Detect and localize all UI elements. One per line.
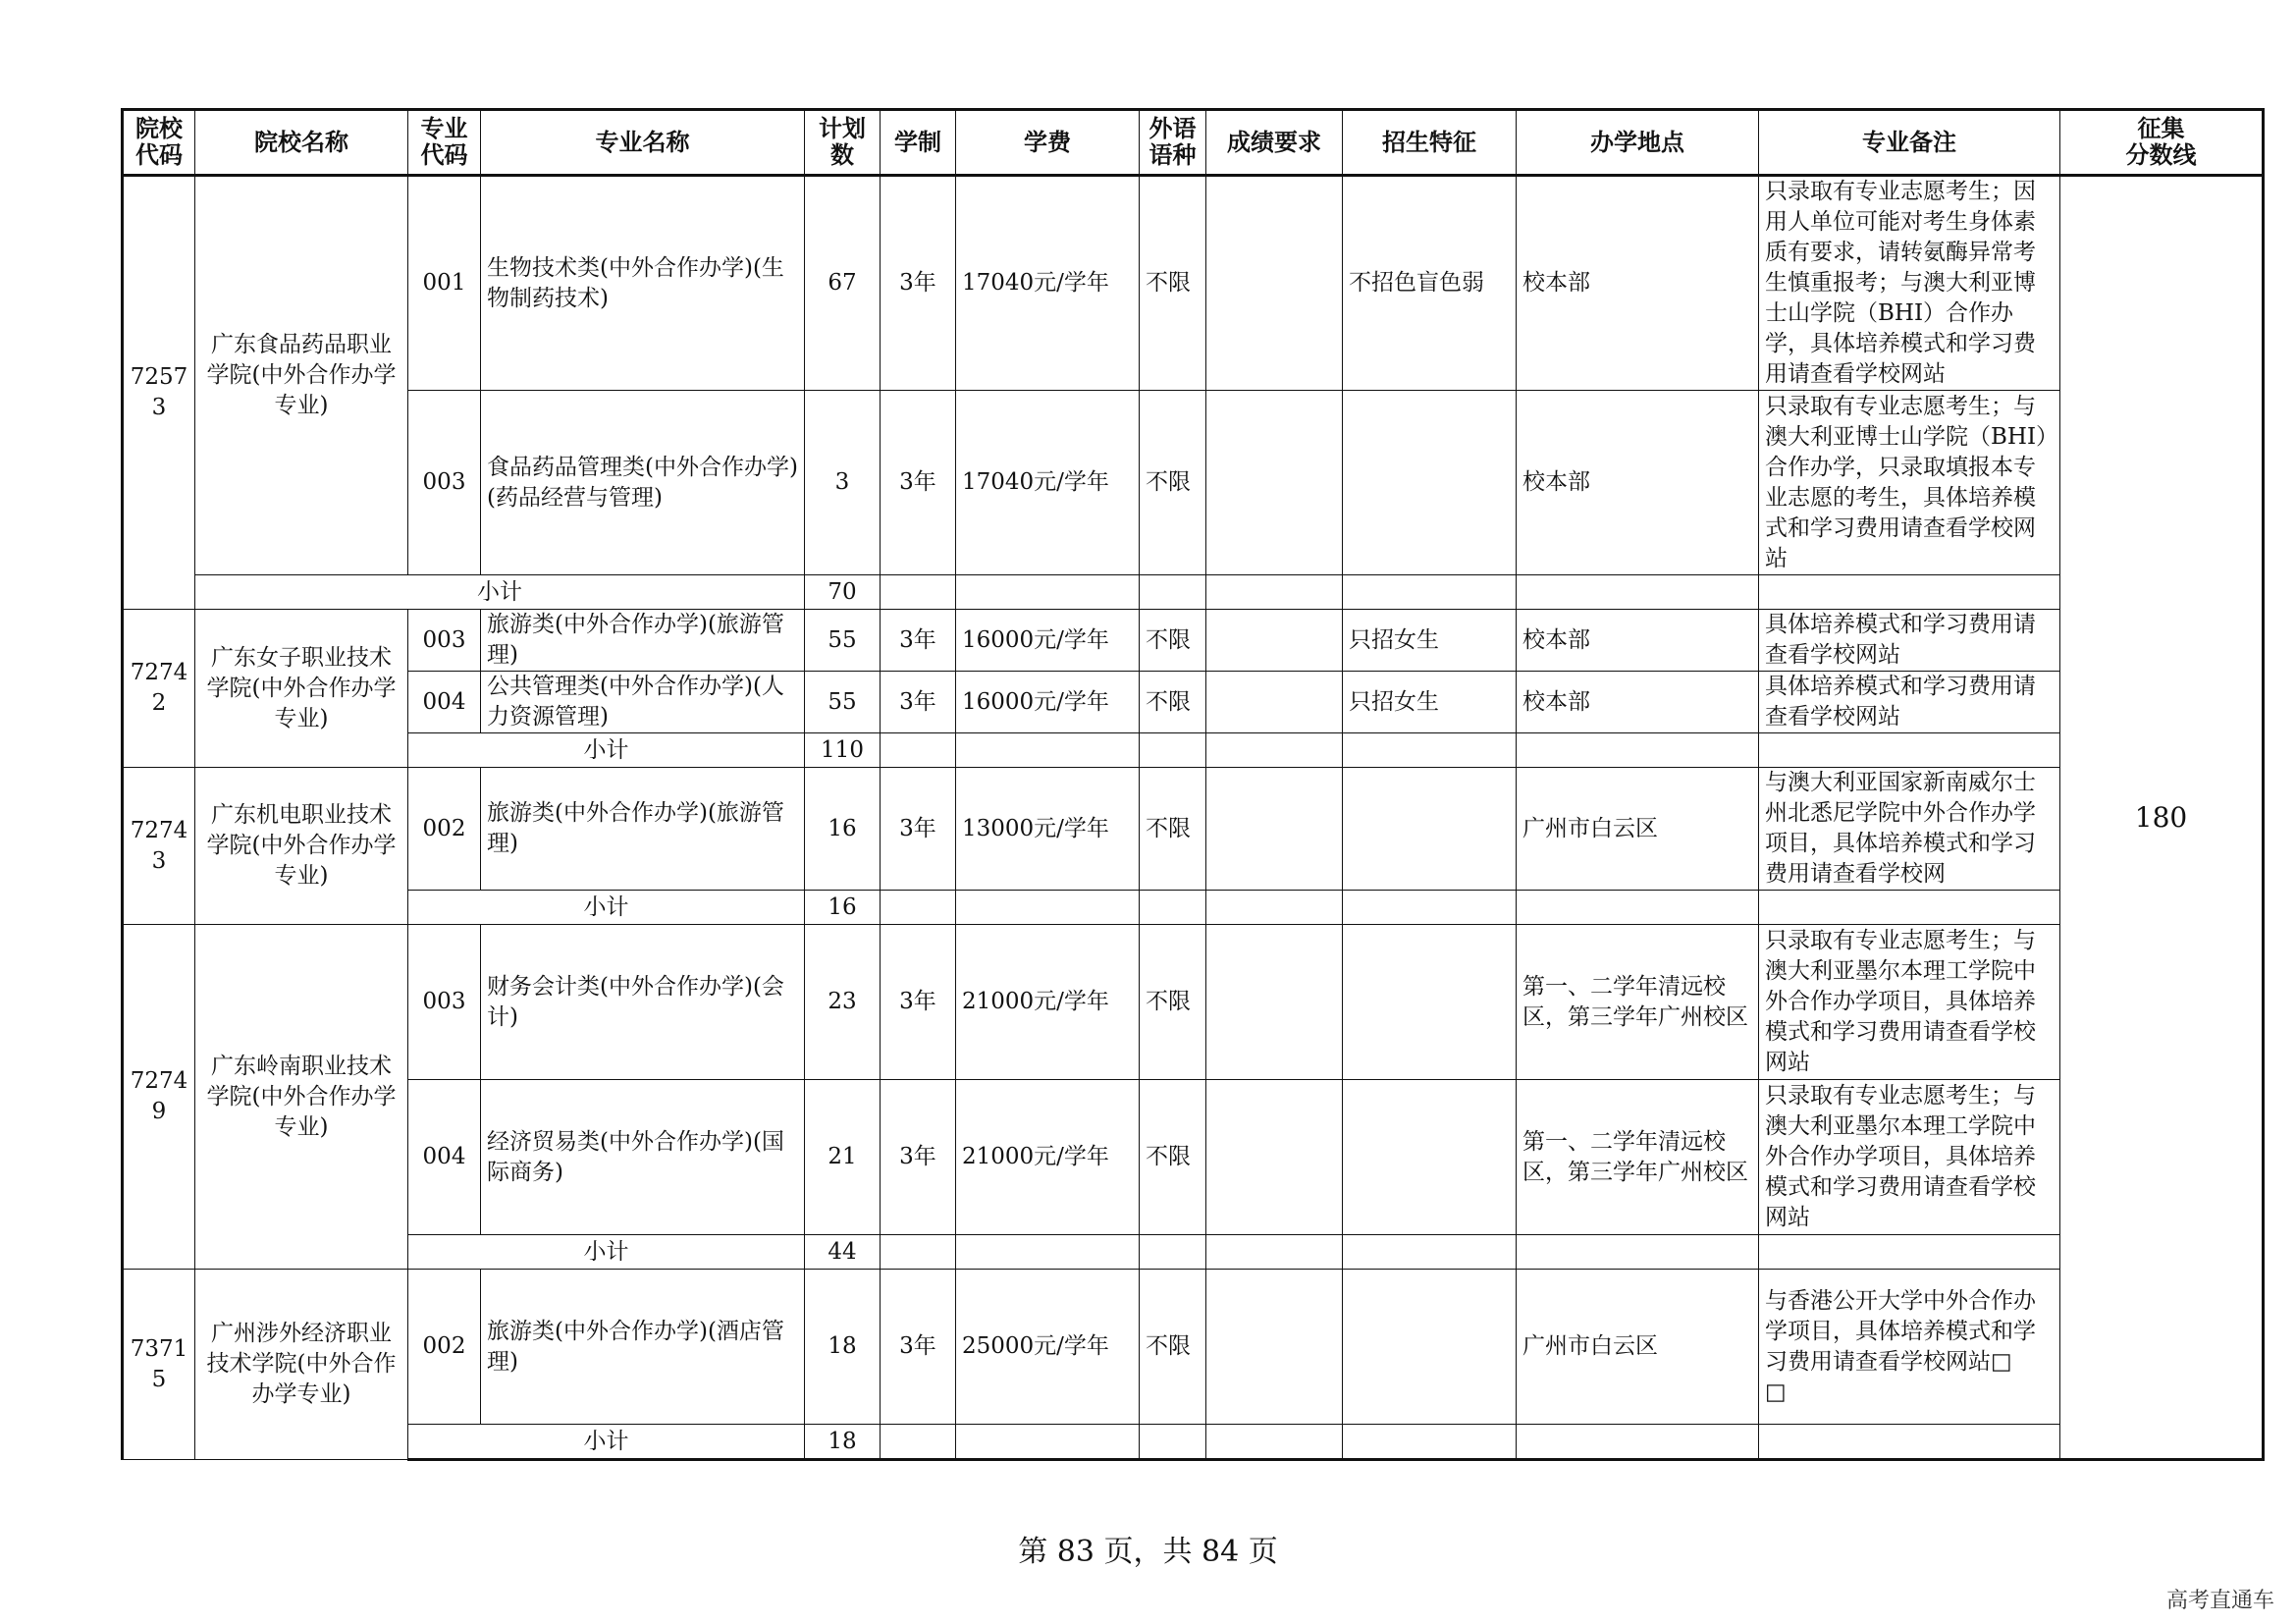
school-code: 72743: [123, 768, 195, 925]
major-code: 003: [408, 925, 481, 1080]
school-code: 72749: [123, 925, 195, 1270]
score-requirement: [1206, 925, 1343, 1080]
notes: 具体培养模式和学习费用请查看学校网站: [1759, 610, 2060, 672]
score-requirement: [1206, 391, 1343, 575]
features: [1343, 768, 1517, 891]
subtotal-value: 70: [805, 575, 881, 610]
header-location: 办学地点: [1517, 110, 1759, 176]
language: 不限: [1140, 176, 1206, 391]
school-name: 广东女子职业技术学院(中外合作办学专业): [195, 610, 408, 768]
language: 不限: [1140, 391, 1206, 575]
location: 校本部: [1517, 176, 1759, 391]
table-row: [123, 672, 2264, 733]
subtotal-value: 110: [805, 733, 881, 768]
major-name: 生物技术类(中外合作办学)(生物制药技术): [481, 176, 805, 391]
duration: 3年: [881, 672, 956, 733]
tuition: 17040元/学年: [956, 391, 1140, 575]
header-major-code: 专业 代码: [408, 110, 481, 176]
major-code: 001: [408, 176, 481, 391]
school-name: 广州涉外经济职业技术学院(中外合作办学专业): [195, 1270, 408, 1460]
school-code: 73715: [123, 1270, 195, 1460]
header-school-code: 院校 代码: [123, 110, 195, 176]
major-name: 公共管理类(中外合作办学)(人力资源管理): [481, 672, 805, 733]
header-notes: 专业备注: [1759, 110, 2060, 176]
language: 不限: [1140, 1080, 1206, 1235]
header-plan: 计划 数: [805, 110, 881, 176]
tuition: 17040元/学年: [956, 176, 1140, 391]
plan-count: 55: [805, 610, 881, 672]
plan-count: 16: [805, 768, 881, 891]
duration: 3年: [881, 925, 956, 1080]
major-code: 004: [408, 1080, 481, 1235]
duration: 3年: [881, 1270, 956, 1425]
language: 不限: [1140, 768, 1206, 891]
tuition: 13000元/学年: [956, 768, 1140, 891]
watermark-text: 高考直通车: [2165, 1589, 2274, 1613]
school-name: 广东机电职业技术学院(中外合作办学专业): [195, 768, 408, 925]
header-cutoff: 征集 分数线: [2060, 110, 2264, 176]
header-major-name: 专业名称: [481, 110, 805, 176]
major-name: 财务会计类(中外合作办学)(会计): [481, 925, 805, 1080]
major-name: 旅游类(中外合作办学)(酒店管理): [481, 1270, 805, 1425]
header-duration: 学制: [881, 110, 956, 176]
language: 不限: [1140, 610, 1206, 672]
features: [1343, 1270, 1517, 1425]
school-code: 72742: [123, 610, 195, 768]
subtotal-value: 44: [805, 1235, 881, 1270]
subtotal-label: 小计: [195, 575, 805, 610]
tuition: 25000元/学年: [956, 1270, 1140, 1425]
major-name: 旅游类(中外合作办学)(旅游管理): [481, 768, 805, 891]
score-requirement: [1206, 1080, 1343, 1235]
location: 广州市白云区: [1517, 768, 1759, 891]
header-score-requirement: 成绩要求: [1206, 110, 1343, 176]
table-row: [123, 1270, 2264, 1425]
location: 校本部: [1517, 610, 1759, 672]
header-features: 招生特征: [1343, 110, 1517, 176]
table-row: [123, 768, 2264, 891]
school-name: 广东岭南职业技术学院(中外合作办学专业): [195, 925, 408, 1270]
table-row: [123, 176, 2264, 391]
language: 不限: [1140, 925, 1206, 1080]
school-name: 广东食品药品职业学院(中外合作办学专业): [195, 176, 408, 575]
notes: 与澳大利亚国家新南威尔士州北悉尼学院中外合作办学项目，具体培养模式和学习费用请查看学校网: [1759, 768, 2060, 891]
features: 只招女生: [1343, 672, 1517, 733]
subtotal-value: 18: [805, 1425, 881, 1460]
plan-count: 21: [805, 1080, 881, 1235]
admissions-table: [121, 108, 2265, 1461]
header-tuition: 学费: [956, 110, 1140, 176]
language: 不限: [1140, 1270, 1206, 1425]
major-code: 002: [408, 1270, 481, 1425]
page-number-footer: 第 83 页，共 84 页: [1018, 1535, 1278, 1569]
table-row: [123, 391, 2264, 575]
cutoff-score: 180: [2060, 176, 2264, 1460]
tuition: 21000元/学年: [956, 1080, 1140, 1235]
subtotal-row: [123, 575, 2264, 610]
table-row: [123, 925, 2264, 1080]
features: [1343, 391, 1517, 575]
score-requirement: [1206, 610, 1343, 672]
features: 不招色盲色弱: [1343, 176, 1517, 391]
notes: 与香港公开大学中外合作办学项目，具体培养模式和学习费用请查看学校网站□ □: [1759, 1270, 2060, 1425]
score-requirement: [1206, 1270, 1343, 1425]
features: [1343, 1080, 1517, 1235]
header-row: [123, 110, 2264, 176]
tuition: 16000元/学年: [956, 610, 1140, 672]
major-code: 004: [408, 672, 481, 733]
school-code: 72573: [123, 176, 195, 610]
table-row: [123, 610, 2264, 672]
plan-count: 23: [805, 925, 881, 1080]
language: 不限: [1140, 672, 1206, 733]
duration: 3年: [881, 391, 956, 575]
tuition: 16000元/学年: [956, 672, 1140, 733]
major-name: 食品药品管理类(中外合作办学)(药品经营与管理): [481, 391, 805, 575]
duration: 3年: [881, 1080, 956, 1235]
location: 校本部: [1517, 391, 1759, 575]
duration: 3年: [881, 768, 956, 891]
duration: 3年: [881, 610, 956, 672]
notes: 只录取有专业志愿考生；因用人单位可能对考生身体素质有要求，请转氨酶异常考生慎重报考；与澳大利亚博士山学院（BHI）合作办学，具体培养模式和学习费用请查看学校网站: [1759, 176, 2060, 391]
notes: 只录取有专业志愿考生；与澳大利亚墨尔本理工学院中外合作办学项目，具体培养模式和学习费用请查看学校网站: [1759, 925, 2060, 1080]
subtotal-row: [123, 1425, 2264, 1460]
subtotal-row: [123, 1235, 2264, 1270]
subtotal-row: [123, 891, 2264, 925]
location: 校本部: [1517, 672, 1759, 733]
subtotal-label: 小计: [408, 891, 805, 925]
table-row: [123, 1080, 2264, 1235]
duration: 3年: [881, 176, 956, 391]
location: 广州市白云区: [1517, 1270, 1759, 1425]
notes: 只录取有专业志愿考生；与澳大利亚墨尔本理工学院中外合作办学项目，具体培养模式和学习费用请查看学校网站: [1759, 1080, 2060, 1235]
score-requirement: [1206, 176, 1343, 391]
header-school-name: 院校名称: [195, 110, 408, 176]
subtotal-value: 16: [805, 891, 881, 925]
subtotal-label: 小计: [408, 733, 805, 768]
features: 只招女生: [1343, 610, 1517, 672]
score-requirement: [1206, 768, 1343, 891]
subtotal-label: 小计: [408, 1235, 805, 1270]
plan-count: 3: [805, 391, 881, 575]
score-requirement: [1206, 672, 1343, 733]
subtotal-label: 小计: [408, 1425, 805, 1460]
location: 第一、二学年清远校区，第三学年广州校区: [1517, 925, 1759, 1080]
major-code: 003: [408, 610, 481, 672]
subtotal-row: [123, 733, 2264, 768]
notes: 具体培养模式和学习费用请查看学校网站: [1759, 672, 2060, 733]
header-language: 外语 语种: [1140, 110, 1206, 176]
plan-count: 18: [805, 1270, 881, 1425]
plan-count: 67: [805, 176, 881, 391]
notes: 只录取有专业志愿考生；与澳大利亚博士山学院（BHI）合作办学，只录取填报本专业志愿的考生，具体培养模式和学习费用请查看学校网站: [1759, 391, 2060, 575]
major-name: 旅游类(中外合作办学)(旅游管理): [481, 610, 805, 672]
major-name: 经济贸易类(中外合作办学)(国际商务): [481, 1080, 805, 1235]
major-code: 003: [408, 391, 481, 575]
major-code: 002: [408, 768, 481, 891]
plan-count: 55: [805, 672, 881, 733]
features: [1343, 925, 1517, 1080]
location: 第一、二学年清远校区，第三学年广州校区: [1517, 1080, 1759, 1235]
tuition: 21000元/学年: [956, 925, 1140, 1080]
